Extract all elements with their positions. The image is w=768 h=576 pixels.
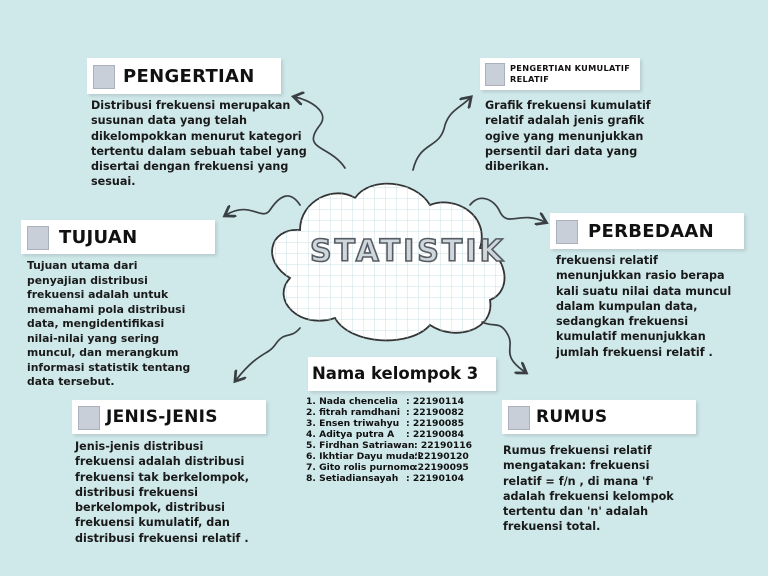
square-icon <box>485 63 505 86</box>
member-row: 5. Firdhan Satriawan : 22190116 <box>306 440 473 451</box>
member-row: 6. Ikhtiar Dayu muda'i :22190120 <box>306 451 469 462</box>
member-row: 3. Ensen triwahyu : 22190085 <box>306 418 465 429</box>
member-row: 7. Gito rolis purnomo :22190095 <box>306 462 469 473</box>
square-icon <box>556 220 578 244</box>
arrow-to-kumulatif <box>413 98 470 170</box>
member-row: 8. Setiadiansayah : 22190104 <box>306 473 465 484</box>
kelompok-title: Nama kelompok 3 <box>312 364 479 383</box>
rumus-text: Rumus frekuensi relatif mengatakan: frekuensi relatif = f/n , di mana 'f' adalah frekuensi kelompok tertentu dan 'n' adalah frekuensi total. <box>503 444 674 534</box>
member-row: 4. Aditya putra A : 22190084 <box>306 429 465 440</box>
kelompok-card <box>308 357 496 391</box>
perbedaan-text: frekuensi relatif menunjukkan rasio berapa kali suatu nilai data muncul dalam kumpulan data, sedangkan frekuensi kumulatif menunjukkan jumlah frekuensi relatif . <box>556 254 732 359</box>
square-icon <box>508 406 530 430</box>
pengertian-card <box>87 58 281 94</box>
tujuan-card <box>21 220 215 254</box>
arrow-to-perbedaan <box>470 198 545 222</box>
kumulatif-text: Grafik frekuensi kumulatif relatif adalah jenis grafik ogive yang menunjukkan persentil dari data yang diberikan. <box>485 99 651 174</box>
tujuan-text: Tujuan utama dari penyajian distribusi frekuensi adalah untuk memahami pola distribusi data, mengidentifikasi nilai-nilai yang sering muncul, dan merangkum informasi statistik tentang data tersebut. <box>27 259 191 388</box>
jenis-card <box>72 400 266 434</box>
pengertian-text: Distribusi frekuensi merupakan susunan data yang telah dikelompokkan menurut kategori tertentu dalam sebuah tabel yang disertai dengan frekuensi yang sesuai. <box>91 99 307 189</box>
square-icon <box>93 65 115 89</box>
square-icon <box>27 226 49 250</box>
rumus-card <box>502 400 696 434</box>
center-title: STATISTIK <box>310 234 506 269</box>
arrow-to-jenis <box>236 328 300 380</box>
tujuan-title: TUJUAN <box>59 227 138 248</box>
member-row: 1. Nada chencelia : 22190114 <box>306 396 465 407</box>
jenis-text: Jenis-jenis distribusi frekuensi adalah distribusi frekuensi tak berkelompok, distribusi frekuensi berkelompok, distribusi frekuensi kumulatif, dan distribusi frekuensi relatif . <box>75 440 249 545</box>
square-icon <box>78 406 100 430</box>
pengertian-title: PENGERTIAN <box>123 66 255 87</box>
rumus-title: RUMUS <box>536 407 608 427</box>
jenis-title: JENIS-JENIS <box>106 407 218 427</box>
perbedaan-card <box>550 213 744 249</box>
member-row: 2. fitrah ramdhani : 22190082 <box>306 407 465 418</box>
kumulatif-card <box>480 58 640 90</box>
arrow-to-tujuan <box>226 196 300 215</box>
kumulatif-title: PENGERTIAN KUMULATIF RELATIF <box>510 63 631 84</box>
perbedaan-title: PERBEDAAN <box>588 221 714 242</box>
